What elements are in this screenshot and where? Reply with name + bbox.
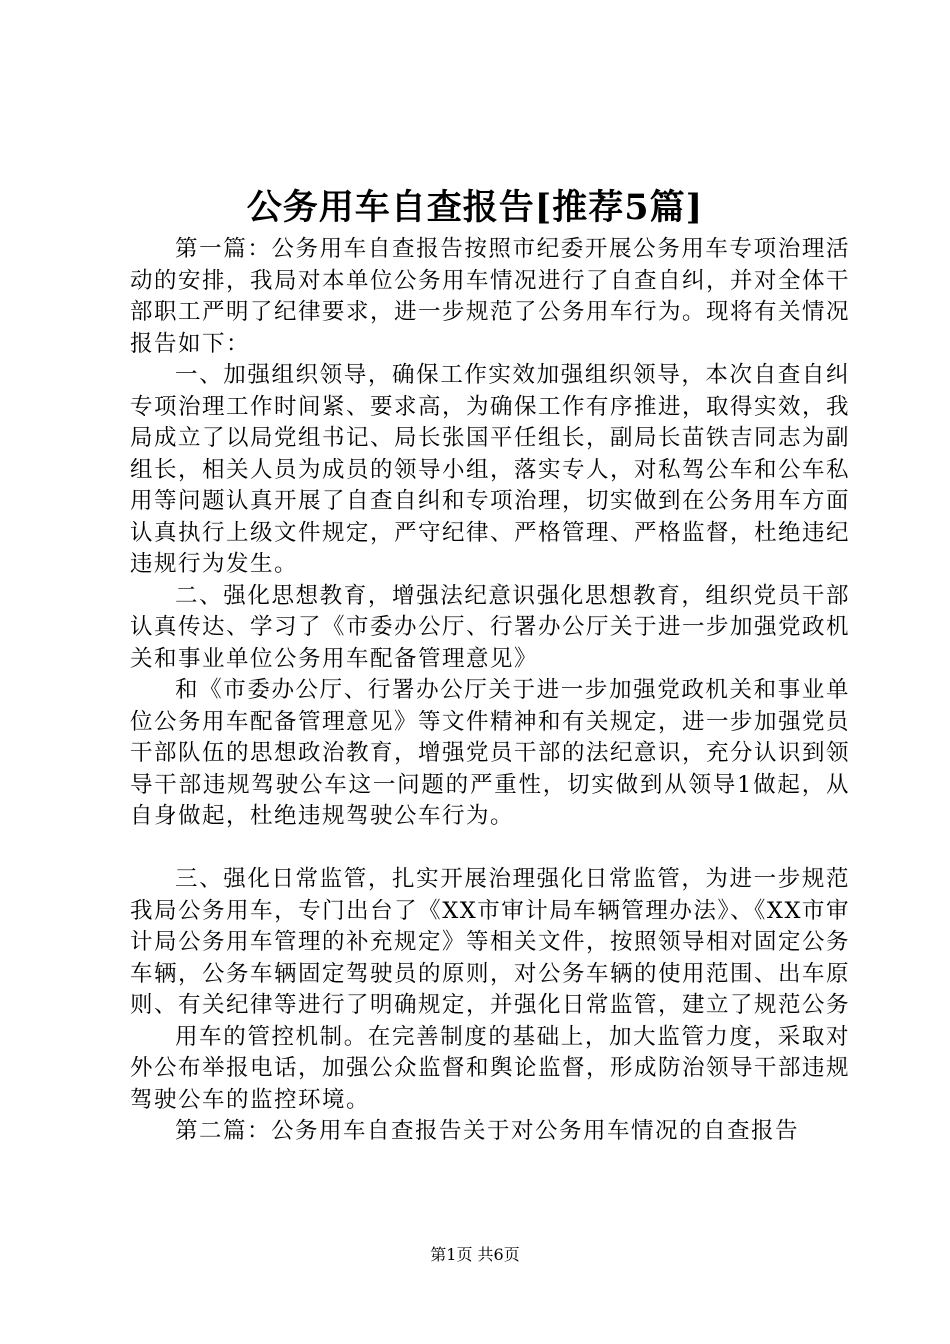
document-title: 公务用车自查报告[推荐5篇] — [246, 187, 704, 228]
document-body — [130, 234, 850, 1148]
page-footer: 第1页 共6页 — [430, 1245, 520, 1264]
paragraph-section-three-continued: 用车的管控机制。在完善制度的基础上，加大监管力度，采取对外公布举报电话，加强公众监督和舆论监督，形成防治领导干部违规驾驶公车的监控环境。 — [130, 1023, 851, 1113]
paragraph-section-one: 一、加强组织领导，确保工作实效加强组织领导，本次自查自纠专项治理工作时间紧、要求高，为确保工作有序推进，取得实效，我局成立了以局党组书记、局长张国平任组长，副局长苗铁吉同志为副组长，相关人员为成员的领导小组，落实专人，对私驾公车和公车私用等问题认真开展了自查自纠和专项治理，切实做到在公务用车方面认真执行上级文件规定，严守纪律、严格管理、严格监督，杜绝违纪违规行为发生。 — [130, 362, 851, 577]
paragraph-section-two-continued: 和《市委办公厅、行署办公厅关于进一步加强党政机关和事业单位公务用车配备管理意见》等文件精神和有关规定，进一步加强党员干部队伍的思想政治教育，增强党员干部的法纪意识，充分认识到领导干部违规驾驶公车这一问题的严重性，切实做到从领导1做起，从自身做起，杜绝违规驾驶公车行为。 — [130, 677, 851, 829]
paragraph-section-three: 三、强化日常监管，扎实开展治理强化日常监管，为进一步规范我局公务用车，专门出台了《XX市审计局车辆管理办法》、《XX市审计局公务用车管理的补充规定》等相关文件，按照领导相对固定公务车辆，公务车辆固定驾驶员的原则，对公务车辆的使用范围、出车原则、有关纪律等进行了明确规定，并强化日常监管，建立了规范公务 — [130, 866, 851, 1018]
paragraph-section-two: 二、强化思想教育，增强法纪意识强化思想教育，组织党员干部认真传达、学习了《市委办公厅、行署办公厅关于进一步加强党政机关和事业单位公务用车配备管理意见》 — [130, 582, 851, 672]
paragraph-intro: 第一篇：公务用车自查报告按照市纪委开展公务用车专项治理活动的安排，我局对本单位公务用车情况进行了自查自纠，并对全体干部职工严明了纪律要求，进一步规范了公务用车行为。现将有关情况报告如下： — [130, 236, 851, 357]
paragraph-second-article: 第二篇：公务用车自查报告关于对公务用车情况的自查报告 — [175, 1118, 800, 1144]
paragraph-spacer — [130, 833, 850, 865]
